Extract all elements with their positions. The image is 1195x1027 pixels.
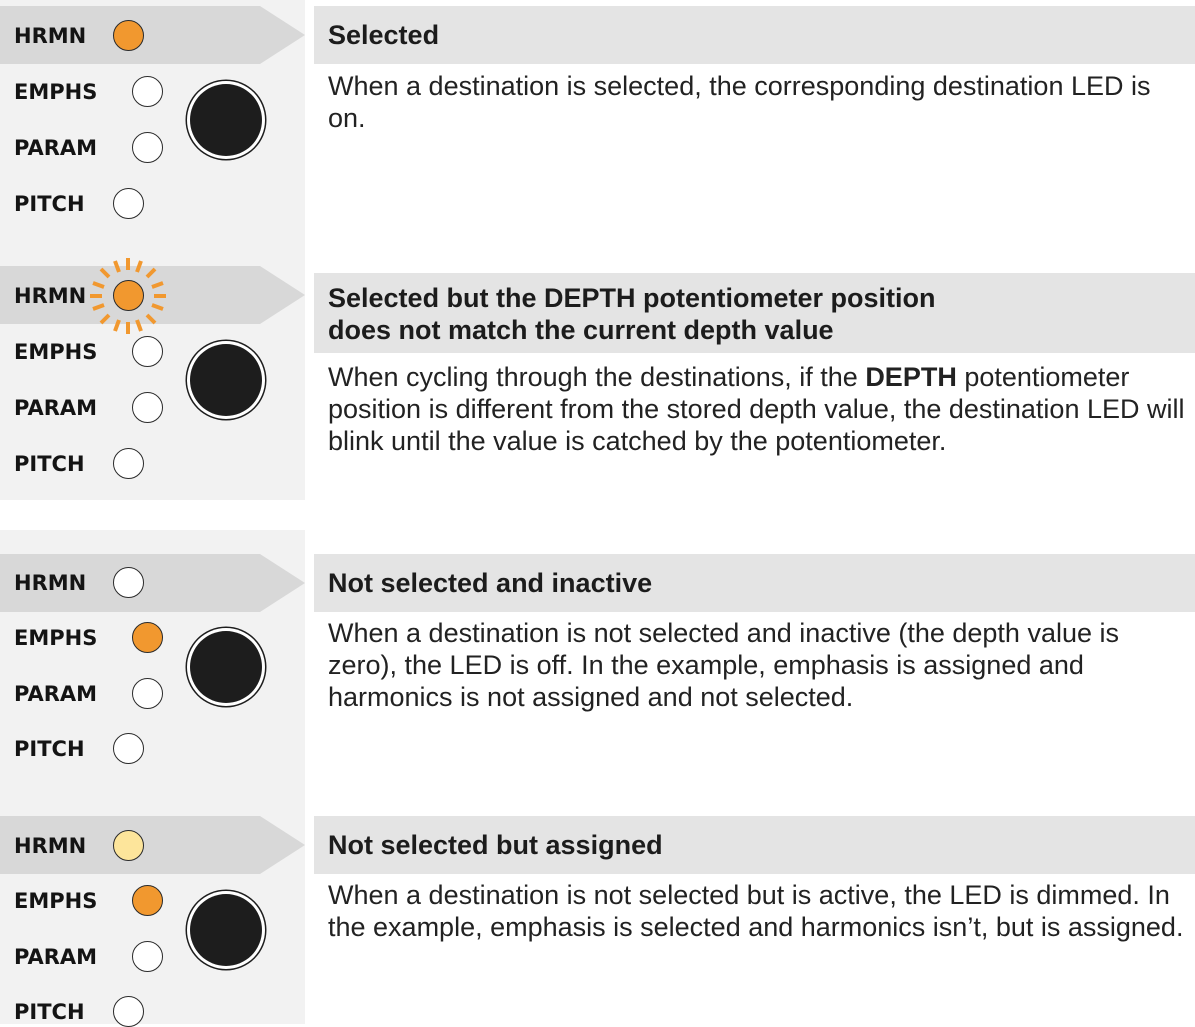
section-title bbox=[328, 273, 1188, 353]
section-title: Selected bbox=[328, 20, 440, 50]
depth-knob bbox=[190, 344, 262, 416]
label-pitch: PITCH bbox=[14, 737, 85, 761]
section-body: When a destination is not selected and inactive (the depth value is zero), the LED is off. In the example, emphasis is assigned and harmonics is not assigned and not selected. bbox=[328, 618, 1119, 712]
led-emphs bbox=[132, 336, 163, 367]
section-body: When a destination is not selected but is active, the LED is dimmed. In the example, emphasis is selected and harmonics isn’t, but is assigned. bbox=[328, 880, 1184, 942]
label-pitch: PITCH bbox=[14, 192, 85, 216]
label-hrmn: HRMN bbox=[14, 24, 87, 48]
section-title: Not selected but assigned bbox=[328, 830, 663, 860]
section-title-line-2: does not match the current depth value bbox=[328, 315, 834, 345]
led-param bbox=[132, 678, 163, 709]
led-param bbox=[132, 941, 163, 972]
section-blinking bbox=[0, 250, 1195, 500]
label-hrmn: HRMN bbox=[14, 571, 87, 595]
label-pitch: PITCH bbox=[14, 1000, 85, 1024]
depth-knob bbox=[190, 894, 262, 966]
led-hrmn bbox=[113, 567, 144, 598]
label-param: PARAM bbox=[14, 945, 98, 969]
section-inactive bbox=[0, 530, 1195, 780]
led-hrmn bbox=[113, 830, 144, 861]
section-body bbox=[328, 361, 1188, 457]
section-body: When a destination is selected, the corresponding destination LED is on. bbox=[328, 71, 1151, 133]
led-emphs bbox=[132, 622, 163, 653]
label-param: PARAM bbox=[14, 136, 98, 160]
led-emphs bbox=[132, 76, 163, 107]
led-param bbox=[132, 132, 163, 163]
label-emphs: EMPHS bbox=[14, 340, 98, 364]
label-emphs: EMPHS bbox=[14, 80, 98, 104]
led-pitch bbox=[113, 188, 144, 219]
led-pitch bbox=[113, 996, 144, 1027]
led-param bbox=[132, 392, 163, 423]
label-emphs: EMPHS bbox=[14, 626, 98, 650]
label-emphs: EMPHS bbox=[14, 889, 98, 913]
section-selected bbox=[0, 0, 1195, 250]
label-hrmn: HRMN bbox=[14, 834, 87, 858]
body-text-bold: DEPTH bbox=[865, 362, 957, 392]
section-title-line-1: Selected but the DEPTH potentiometer position bbox=[328, 283, 936, 313]
label-pitch: PITCH bbox=[14, 452, 85, 476]
led-hrmn bbox=[113, 280, 144, 311]
body-text-post: potentiometer position is different from the stored depth value, the destination LED will blink until the value is catched by the potentiometer. bbox=[328, 362, 1185, 456]
label-hrmn: HRMN bbox=[14, 284, 87, 308]
depth-knob bbox=[190, 631, 262, 703]
label-param: PARAM bbox=[14, 682, 98, 706]
led-pitch bbox=[113, 448, 144, 479]
led-emphs bbox=[132, 885, 163, 916]
section-title: Not selected and inactive bbox=[328, 568, 653, 598]
depth-knob bbox=[190, 84, 262, 156]
label-param: PARAM bbox=[14, 396, 98, 420]
body-text-pre: When cycling through the destinations, if the bbox=[328, 362, 866, 392]
led-pitch bbox=[113, 733, 144, 764]
section-assigned bbox=[0, 780, 1195, 1024]
led-hrmn bbox=[113, 20, 144, 51]
